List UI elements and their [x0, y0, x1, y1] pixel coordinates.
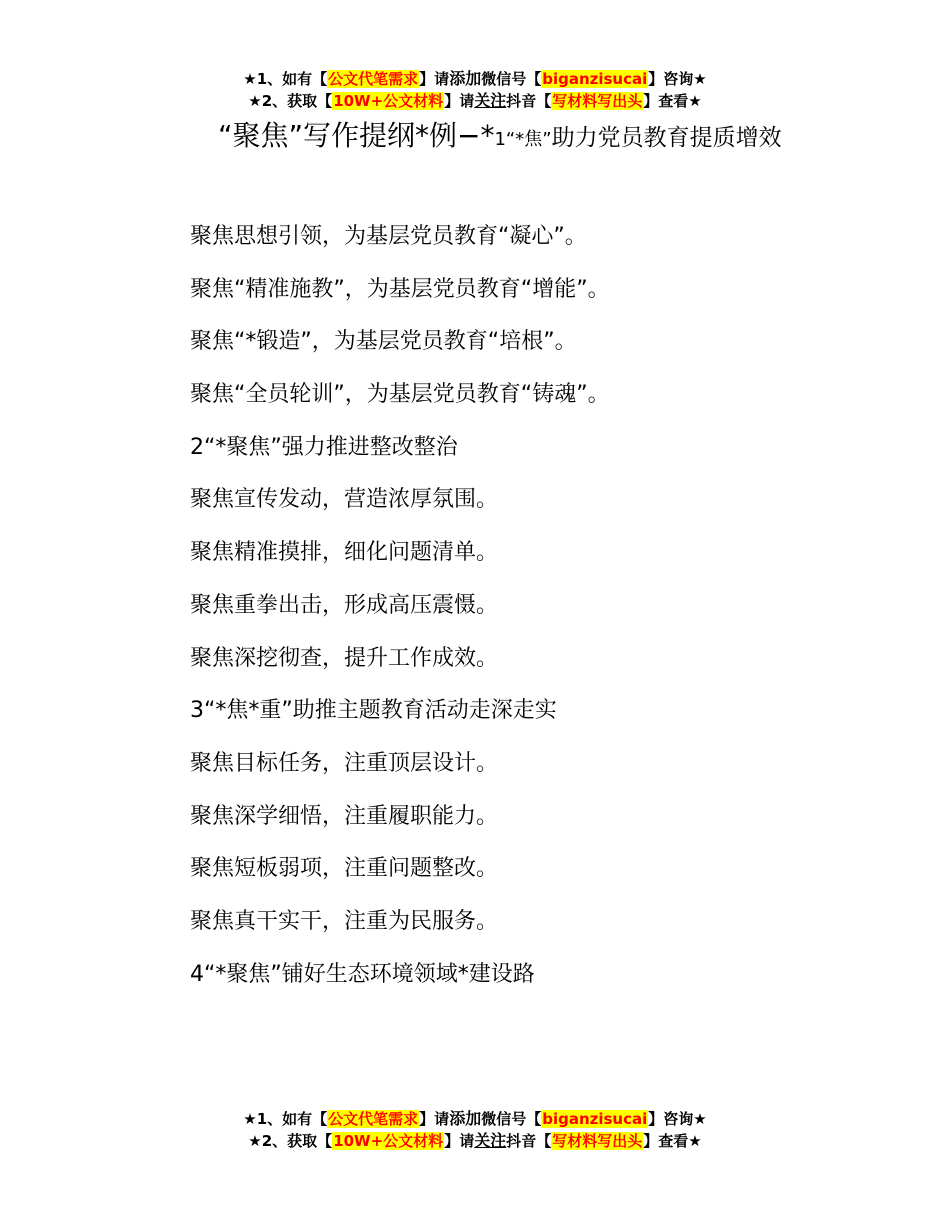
outline-line: 聚焦“全员轮训”，为基层党员教育“铸魂”。 [190, 382, 610, 408]
banner-text: 】请 [419, 70, 450, 88]
banner-text: 】查看★ [643, 92, 702, 110]
outline-line: 聚焦深挖彻查，提升工作成效。 [190, 645, 499, 671]
footer-banner [0, 1108, 950, 1152]
document-title [140, 113, 820, 163]
highlight-materials: 10W+公文材料 [333, 1132, 444, 1150]
banner-text: ★1、如有【 [243, 70, 328, 88]
highlight-douyin-account: 写材料写出头 [552, 1132, 643, 1150]
banner-line-2 [0, 90, 950, 112]
outline-line: 聚焦宣传发动，营造浓厚氛围。 [190, 487, 499, 513]
title-main: “聚焦”写作提纲*例−* [218, 119, 495, 152]
banner-text: 】查看★ [643, 1132, 702, 1150]
banner-text: 】请 [444, 92, 475, 110]
banner-text: 】请 [419, 1110, 450, 1128]
outline-line: 聚焦目标任务，注重顶层设计。 [190, 750, 499, 776]
highlight-materials: 10W+公文材料 [333, 92, 444, 110]
header-banner [0, 68, 950, 112]
banner-line-2 [0, 1130, 950, 1152]
banner-text: 】请 [444, 1132, 475, 1150]
banner-text: 抖音【 [506, 92, 552, 110]
banner-text: 抖音【 [506, 1132, 552, 1150]
banner-emphasis: 关注 [474, 91, 507, 110]
banner-text: 】咨询★ [648, 1110, 707, 1128]
highlight-service: 公文代笔需求 [328, 70, 419, 88]
outline-line: 聚焦重拳出击，形成高压震慑。 [190, 592, 499, 618]
banner-line-1 [0, 1108, 950, 1130]
outline-line: 聚焦深学细悟，注重履职能力。 [190, 803, 499, 829]
banner-text: ★2、获取【 [248, 92, 333, 110]
banner-emphasis: 关注 [474, 1131, 507, 1150]
outline-line: 聚焦“精准施教”，为基层党员教育“增能”。 [190, 276, 610, 302]
banner-text: 微信号【 [481, 70, 542, 88]
title-section-heading: 助力党员教育提质增效 [551, 125, 782, 151]
banner-emphasis: 添加 [449, 69, 482, 88]
banner-text: 微信号【 [481, 1110, 542, 1128]
outline-line: 聚焦精准摸排，细化问题清单。 [190, 540, 499, 566]
banner-text: ★2、获取【 [248, 1132, 333, 1150]
banner-text: 】咨询★ [648, 70, 707, 88]
banner-emphasis: 添加 [449, 1109, 482, 1128]
section-heading: 2“*聚焦”强力推进整改整治 [190, 434, 458, 460]
banner-line-1 [0, 68, 950, 90]
outline-body [190, 211, 890, 1001]
banner-text: ★1、如有【 [243, 1110, 328, 1128]
outline-line: 聚焦真干实干，注重为民服务。 [190, 908, 499, 934]
highlight-wechat-id: biganzisucai [542, 1110, 648, 1128]
highlight-wechat-id: biganzisucai [542, 70, 648, 88]
outline-line: 聚焦思想引领，为基层党员教育“凝心”。 [190, 224, 587, 249]
highlight-douyin-account: 写材料写出头 [552, 92, 643, 110]
section-heading: 4“*聚焦”铺好生态环境领域*建设路 [190, 961, 535, 987]
highlight-service: 公文代笔需求 [328, 1110, 419, 1128]
outline-line: 聚焦短板弱项，注重问题整改。 [190, 856, 499, 882]
outline-line: 聚焦“*锻造”，为基层党员教育“培根”。 [190, 329, 577, 355]
section-heading: 3“*焦*重”助推主题教育活动走深走实 [190, 698, 557, 724]
title-section-number: 1“*焦” [494, 129, 552, 150]
